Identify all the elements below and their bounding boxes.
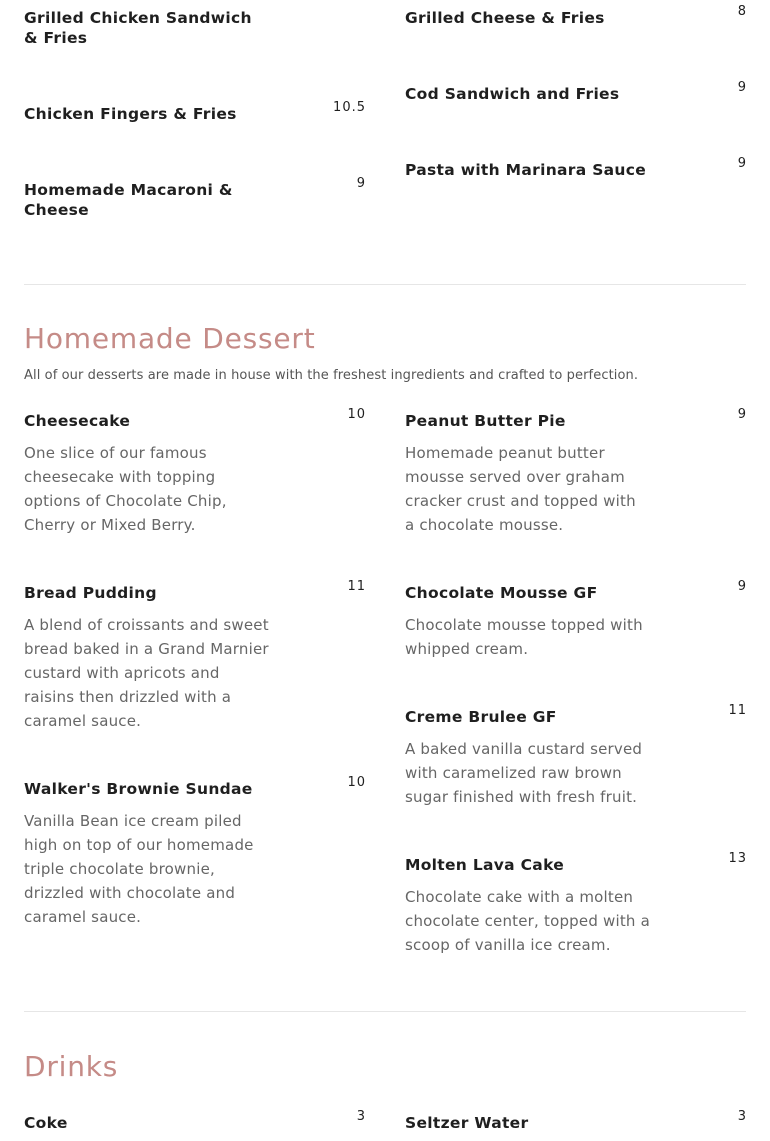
item-name: Walker's Brownie Sundae (24, 780, 253, 798)
menu-item-brownie-sundae (24, 775, 366, 926)
menu-item-grilled-cheese (405, 4, 747, 68)
item-price: 9 (737, 80, 747, 95)
section-title-drinks: Drinks (24, 1050, 119, 1083)
section-divider (24, 284, 746, 285)
item-name: Grilled Chicken Sandwich & Fries (24, 9, 252, 47)
menu-item-peanut-butter-pie (405, 407, 747, 534)
menu-item-homemade-macaroni (24, 176, 366, 240)
item-name: Seltzer Water (405, 1114, 529, 1132)
item-description: Vanilla Bean ice cream piled high on top of our homemade triple chocolate brownie, drizzled with chocolate and caramel sauce. (24, 812, 254, 926)
item-price: 3 (356, 1109, 366, 1124)
menu-item-creme-brulee (405, 703, 747, 806)
section-subtitle-dessert: All of our desserts are made in house with the freshest ingredients and crafted to perfection. (24, 368, 639, 383)
item-price: 11 (347, 579, 366, 594)
item-name: Chocolate Mousse GF (405, 584, 598, 602)
item-price: 8 (737, 4, 747, 19)
item-price: 10 (347, 775, 366, 790)
item-name: Pasta with Marinara Sauce (405, 161, 647, 179)
item-name: Bread Pudding (24, 584, 157, 602)
item-price: 10.5 (333, 100, 366, 115)
item-name: Cod Sandwich and Fries (405, 85, 620, 103)
item-price: 13 (728, 851, 747, 866)
item-name: Grilled Cheese & Fries (405, 9, 605, 27)
item-price: 11 (728, 703, 747, 718)
menu-item-pasta-marinara (405, 156, 747, 220)
item-name: Creme Brulee GF (405, 708, 557, 726)
item-description: A blend of croissants and sweet bread baked in a Grand Marnier custard with apricots and raisins then drizzled with a caramel sauce. (24, 616, 269, 730)
item-price: 3 (737, 1109, 747, 1124)
item-price: 9 (737, 407, 747, 422)
item-description: Homemade peanut butter mousse served over graham cracker crust and topped with a chocolate mousse. (405, 444, 636, 534)
menu-item-cod-sandwich (405, 80, 747, 144)
item-price: 9 (737, 156, 747, 171)
item-description: Chocolate mousse topped with whipped cream. (405, 616, 643, 658)
item-name: Cheesecake (24, 412, 131, 430)
menu-item-grilled-chicken-sandwich (24, 8, 366, 68)
item-name: Homemade Macaroni & Cheese (24, 181, 233, 219)
item-price: 9 (356, 176, 366, 191)
item-description: Chocolate cake with a molten chocolate center, topped with a scoop of vanilla ice cream. (405, 888, 650, 954)
item-price: 9 (737, 579, 747, 594)
item-name: Molten Lava Cake (405, 856, 565, 874)
item-name: Peanut Butter Pie (405, 412, 566, 430)
menu-item-chicken-fingers (24, 100, 366, 164)
section-divider (24, 1011, 746, 1012)
menu-item-cheesecake (24, 407, 366, 534)
item-price: 10 (347, 407, 366, 422)
menu-item-coke (24, 1109, 366, 1137)
menu-item-bread-pudding (24, 579, 366, 730)
section-title-dessert: Homemade Dessert (24, 322, 316, 355)
item-description: One slice of our famous cheesecake with topping options of Chocolate Chip, Cherry or Mixed Berry. (24, 444, 227, 534)
menu-item-chocolate-mousse (405, 579, 747, 658)
item-name: Coke (24, 1114, 68, 1132)
menu-item-seltzer-water (405, 1109, 747, 1137)
item-description: A baked vanilla custard served with caramelized raw brown sugar finished with fresh fruit. (405, 740, 643, 806)
menu-item-molten-lava-cake (405, 851, 747, 954)
item-name: Chicken Fingers & Fries (24, 105, 237, 123)
